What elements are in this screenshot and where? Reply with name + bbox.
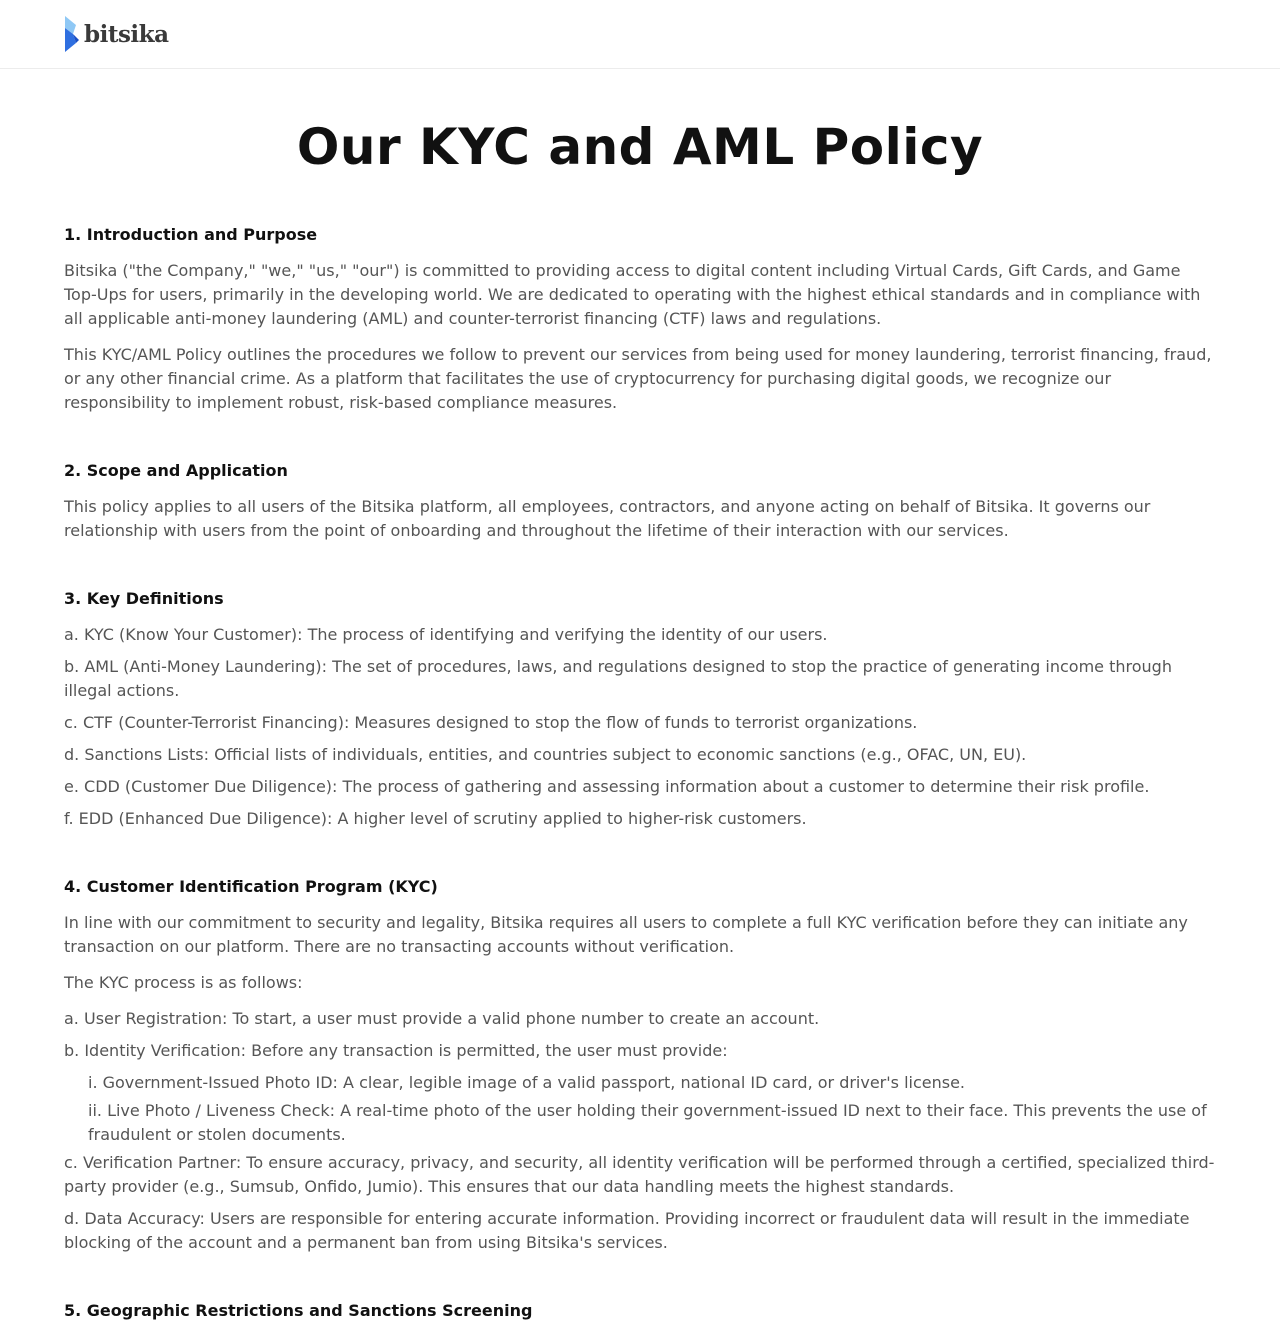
bitsika-logo-icon (64, 14, 82, 54)
section-heading: 2. Scope and Application (64, 461, 288, 480)
paragraph: In line with our commitment to security and legality, Bitsika requires all users to complete a full KYC verification before they can initiate any transaction on our platform. There are no transacting accounts without verification. (64, 913, 1188, 956)
paragraph: The KYC process is as follows: (64, 973, 303, 992)
section-kyc (64, 875, 1216, 1255)
site-header (0, 0, 1280, 69)
section-definitions (64, 587, 1216, 831)
section-heading: 3. Key Definitions (64, 589, 224, 608)
section-heading: 4. Customer Identification Program (KYC) (64, 877, 438, 896)
paragraph: Bitsika ("the Company," "we," "us," "our") is committed to providing access to digital content including Virtual Cards, Gift Cards, and Game Top-Ups for users, primarily in the developing world. We are dedicated to operating with the highest ethical standards and in compliance with all applicable anti-money laundering (AML) and counter-terrorist financing (CTF) laws and regulations. (64, 261, 1201, 328)
brand-name: bitsika (84, 20, 169, 48)
paragraph: This policy applies to all users of the Bitsika platform, all employees, contractors, and anyone acting on behalf of Bitsika. It governs our relationship with users from the point of onboarding and throughout the lifetime of their interaction with our services. (64, 497, 1151, 540)
kyc-step: d. Data Accuracy: Users are responsible for entering accurate information. Providing incorrect or fraudulent data will result in the immediate blocking of the account and a permanent ban from using Bitsika's services. (64, 1209, 1190, 1252)
definition-item: f. EDD (Enhanced Due Diligence): A higher level of scrutiny applied to higher-risk customers. (64, 809, 807, 828)
section-heading: 5. Geographic Restrictions and Sanctions Screening (64, 1301, 533, 1320)
section-scope (64, 459, 1216, 543)
page-title: Our KYC and AML Policy (296, 118, 984, 176)
section-heading: 1. Introduction and Purpose (64, 225, 318, 244)
definition-item: e. CDD (Customer Due Diligence): The process of gathering and assessing information about a customer to determine their risk profile. (64, 777, 1150, 796)
kyc-substep: i. Government-Issued Photo ID: A clear, legible image of a valid passport, national ID card, or driver's license. (88, 1073, 966, 1092)
brand-logo-link[interactable] (64, 14, 168, 54)
kyc-substep: ii. Live Photo / Liveness Check: A real-time photo of the user holding their government-issued ID next to their face. This prevents the use of fraudulent or stolen documents. (88, 1101, 1207, 1144)
definition-item: c. CTF (Counter-Terrorist Financing): Measures designed to stop the flow of funds to terrorist organizations. (64, 713, 918, 732)
kyc-step: b. Identity Verification: Before any transaction is permitted, the user must provide: (64, 1041, 728, 1060)
section-geographic-restrictions (64, 1299, 1216, 1323)
definition-item: a. KYC (Know Your Customer): The process of identifying and verifying the identity of our users. (64, 625, 828, 644)
kyc-step: c. Verification Partner: To ensure accuracy, privacy, and security, all identity verification will be performed through a certified, specialized third-party provider (e.g., Sumsub, Onfido, Jumio). This ensures that our data handling meets the highest standards. (64, 1153, 1215, 1196)
section-introduction (64, 223, 1216, 415)
paragraph: This KYC/AML Policy outlines the procedures we follow to prevent our services from being used for money laundering, terrorist financing, fraud, or any other financial crime. As a platform that facilitates the use of cryptocurrency for purchasing digital goods, we recognize our responsibility to implement robust, risk-based compliance measures. (64, 345, 1212, 412)
kyc-step: a. User Registration: To start, a user must provide a valid phone number to create an account. (64, 1009, 820, 1028)
definition-item: d. Sanctions Lists: Official lists of individuals, entities, and countries subject to economic sanctions (e.g., OFAC, UN, EU). (64, 745, 1027, 764)
definition-item: b. AML (Anti-Money Laundering): The set of procedures, laws, and regulations designed to stop the practice of generating income through illegal actions. (64, 657, 1172, 700)
policy-content (0, 69, 1280, 1323)
